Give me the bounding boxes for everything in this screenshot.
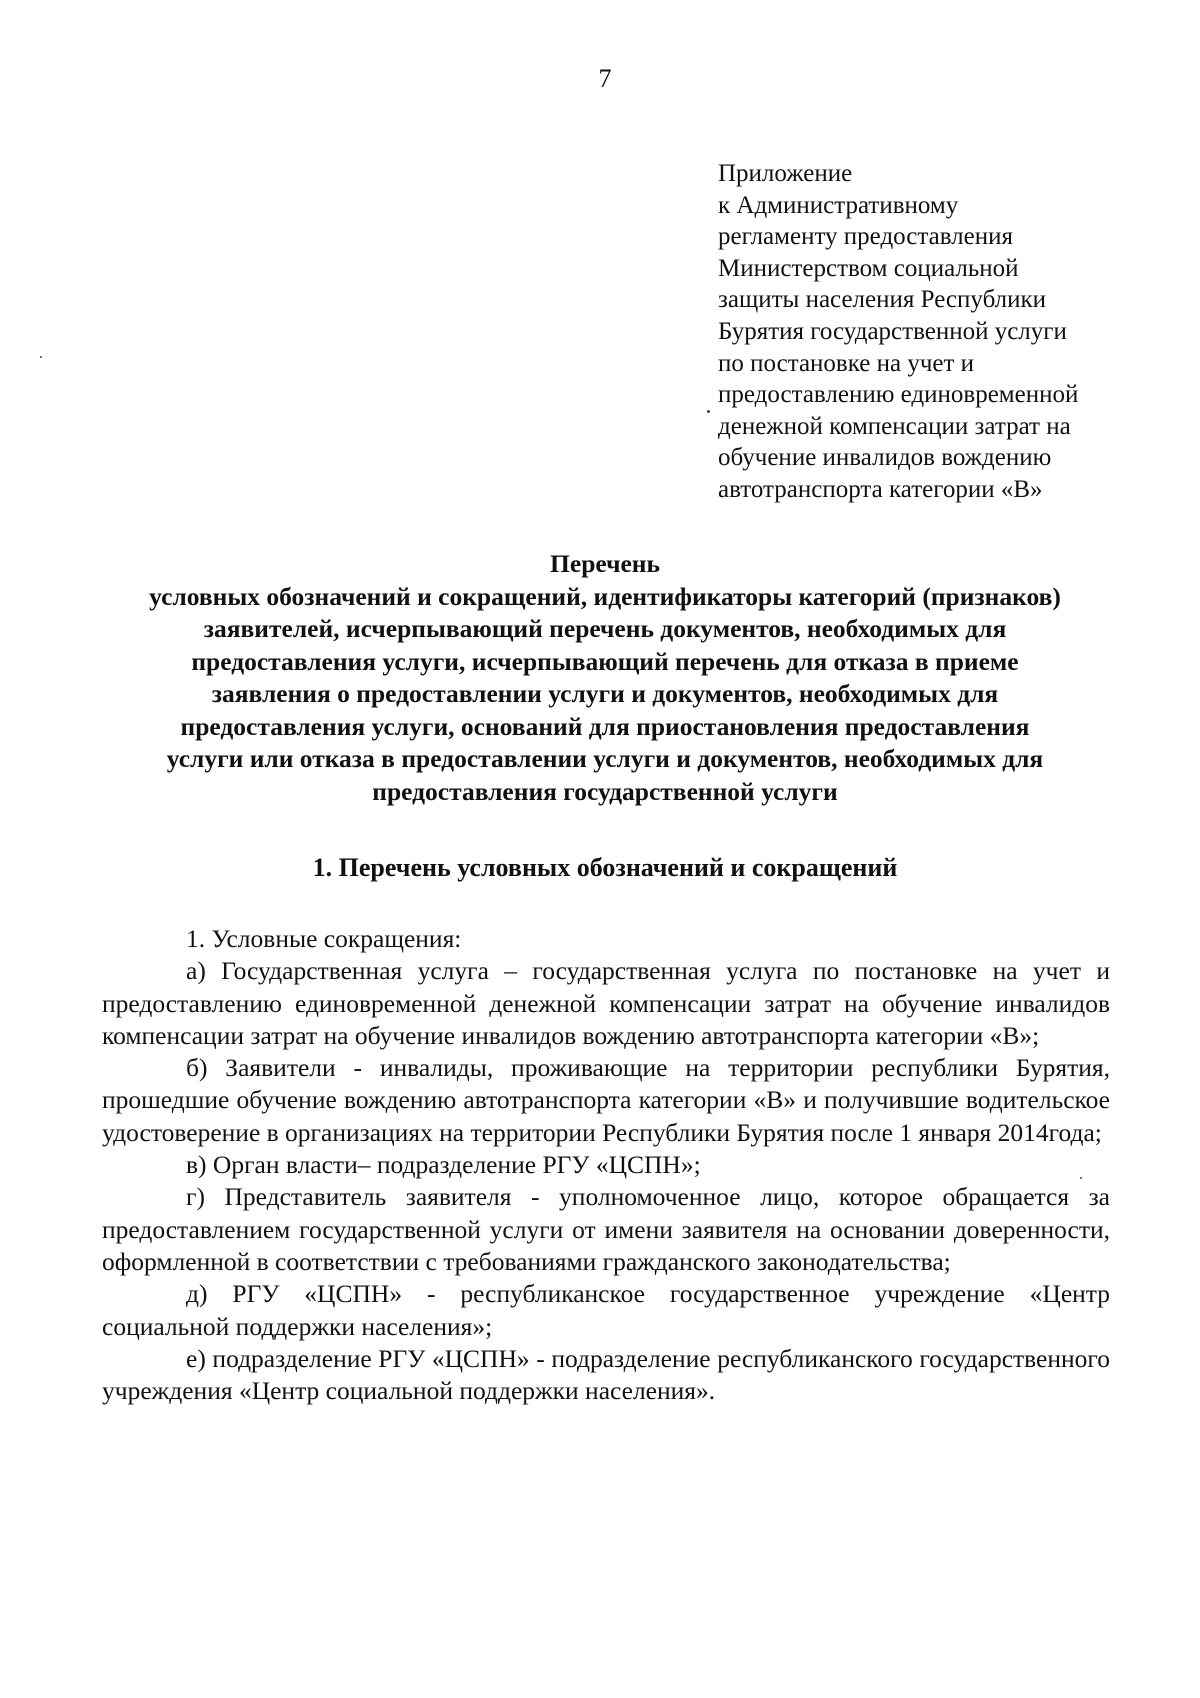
title-line: условных обозначений и сокращений, идентификаторы категорий (признаков) [149,581,1061,611]
appendix-line: Бурятия государственной услуги [718,317,1067,345]
title-line: заявителей, исчерпывающий перечень документов, необходимых для [203,614,1007,643]
appendix-line: по постановке на учет и [718,349,975,377]
appendix-line: предоставлению единовременной [718,381,1079,409]
definition-paragraph: д) РГУ «ЦСПН» - республиканское государственное учреждение «Центр социальной поддержки населения»; [102,1279,1110,1341]
page-number: 7 [598,64,612,93]
title-line: услуги или отказа в предоставлении услуги и документов, необходимых для [166,744,1044,773]
title-heading: Перечень [550,549,660,578]
scan-speck [40,356,42,358]
appendix-line: денежной компенсации затрат на [718,412,1071,440]
appendix-line: Министерством социальной [718,254,1019,282]
appendix-line: обучение инвалидов вождению [718,444,1052,472]
section-heading: 1. Перечень условных обозначений и сокращений [312,853,898,882]
definition-paragraph: в) Орган власти– подразделение РГУ «ЦСПН»; [186,1150,701,1180]
document-title [100,548,1110,808]
scan-speck [707,410,710,413]
definition-paragraph: г) Представитель заявителя - уполномоченное лицо, которое обращается за предоставлением государственной услуги от имени заявителя на основании доверенности, оформленной в соответствии с требованиями гражданского законодательства; [102,1182,1110,1276]
appendix-line: к Административному [718,191,959,219]
scan-speck [1080,1177,1082,1179]
appendix-line: регламенту предоставления [718,223,1014,251]
appendix-line: Приложение [718,160,853,187]
appendix-line: автотранспорта категории «В» [718,475,1043,503]
intro-paragraph: 1. Условные сокращения: [186,924,462,953]
body-text [102,923,1110,1407]
appendix-line: защиты населения Республики [718,286,1047,314]
appendix-note [718,158,1138,506]
definition-paragraph: б) Заявители - инвалиды, проживающие на территории республики Бурятия, прошедшие обучение вождению автотранспорта категории «В» и получившие водительское удостоверение в организациях на территории Республики Бурятия после 1 января 2014года; [102,1053,1110,1147]
definition-paragraph: а) Государственная услуга – государственная услуга по постановке на учет и предоставлению единовременной денежной компенсации затрат на обучение инвалидов компенсации затрат на обучение инвалидов вождению автотранспорта категории «В»; [102,956,1110,1050]
title-line: предоставления государственной услуги [372,776,838,806]
title-line: заявления о предоставлении услуги и документов, необходимых для [211,679,999,708]
definition-paragraph: е) подразделение РГУ «ЦСПН» - подразделение республиканского государственного учреждения «Центр социальной поддержки населения». [102,1343,1110,1406]
title-line: предоставления услуги, оснований для приостановления предоставления [180,711,1030,741]
title-line: предоставления услуги, исчерпывающий перечень для отказа в приеме [191,646,1019,676]
